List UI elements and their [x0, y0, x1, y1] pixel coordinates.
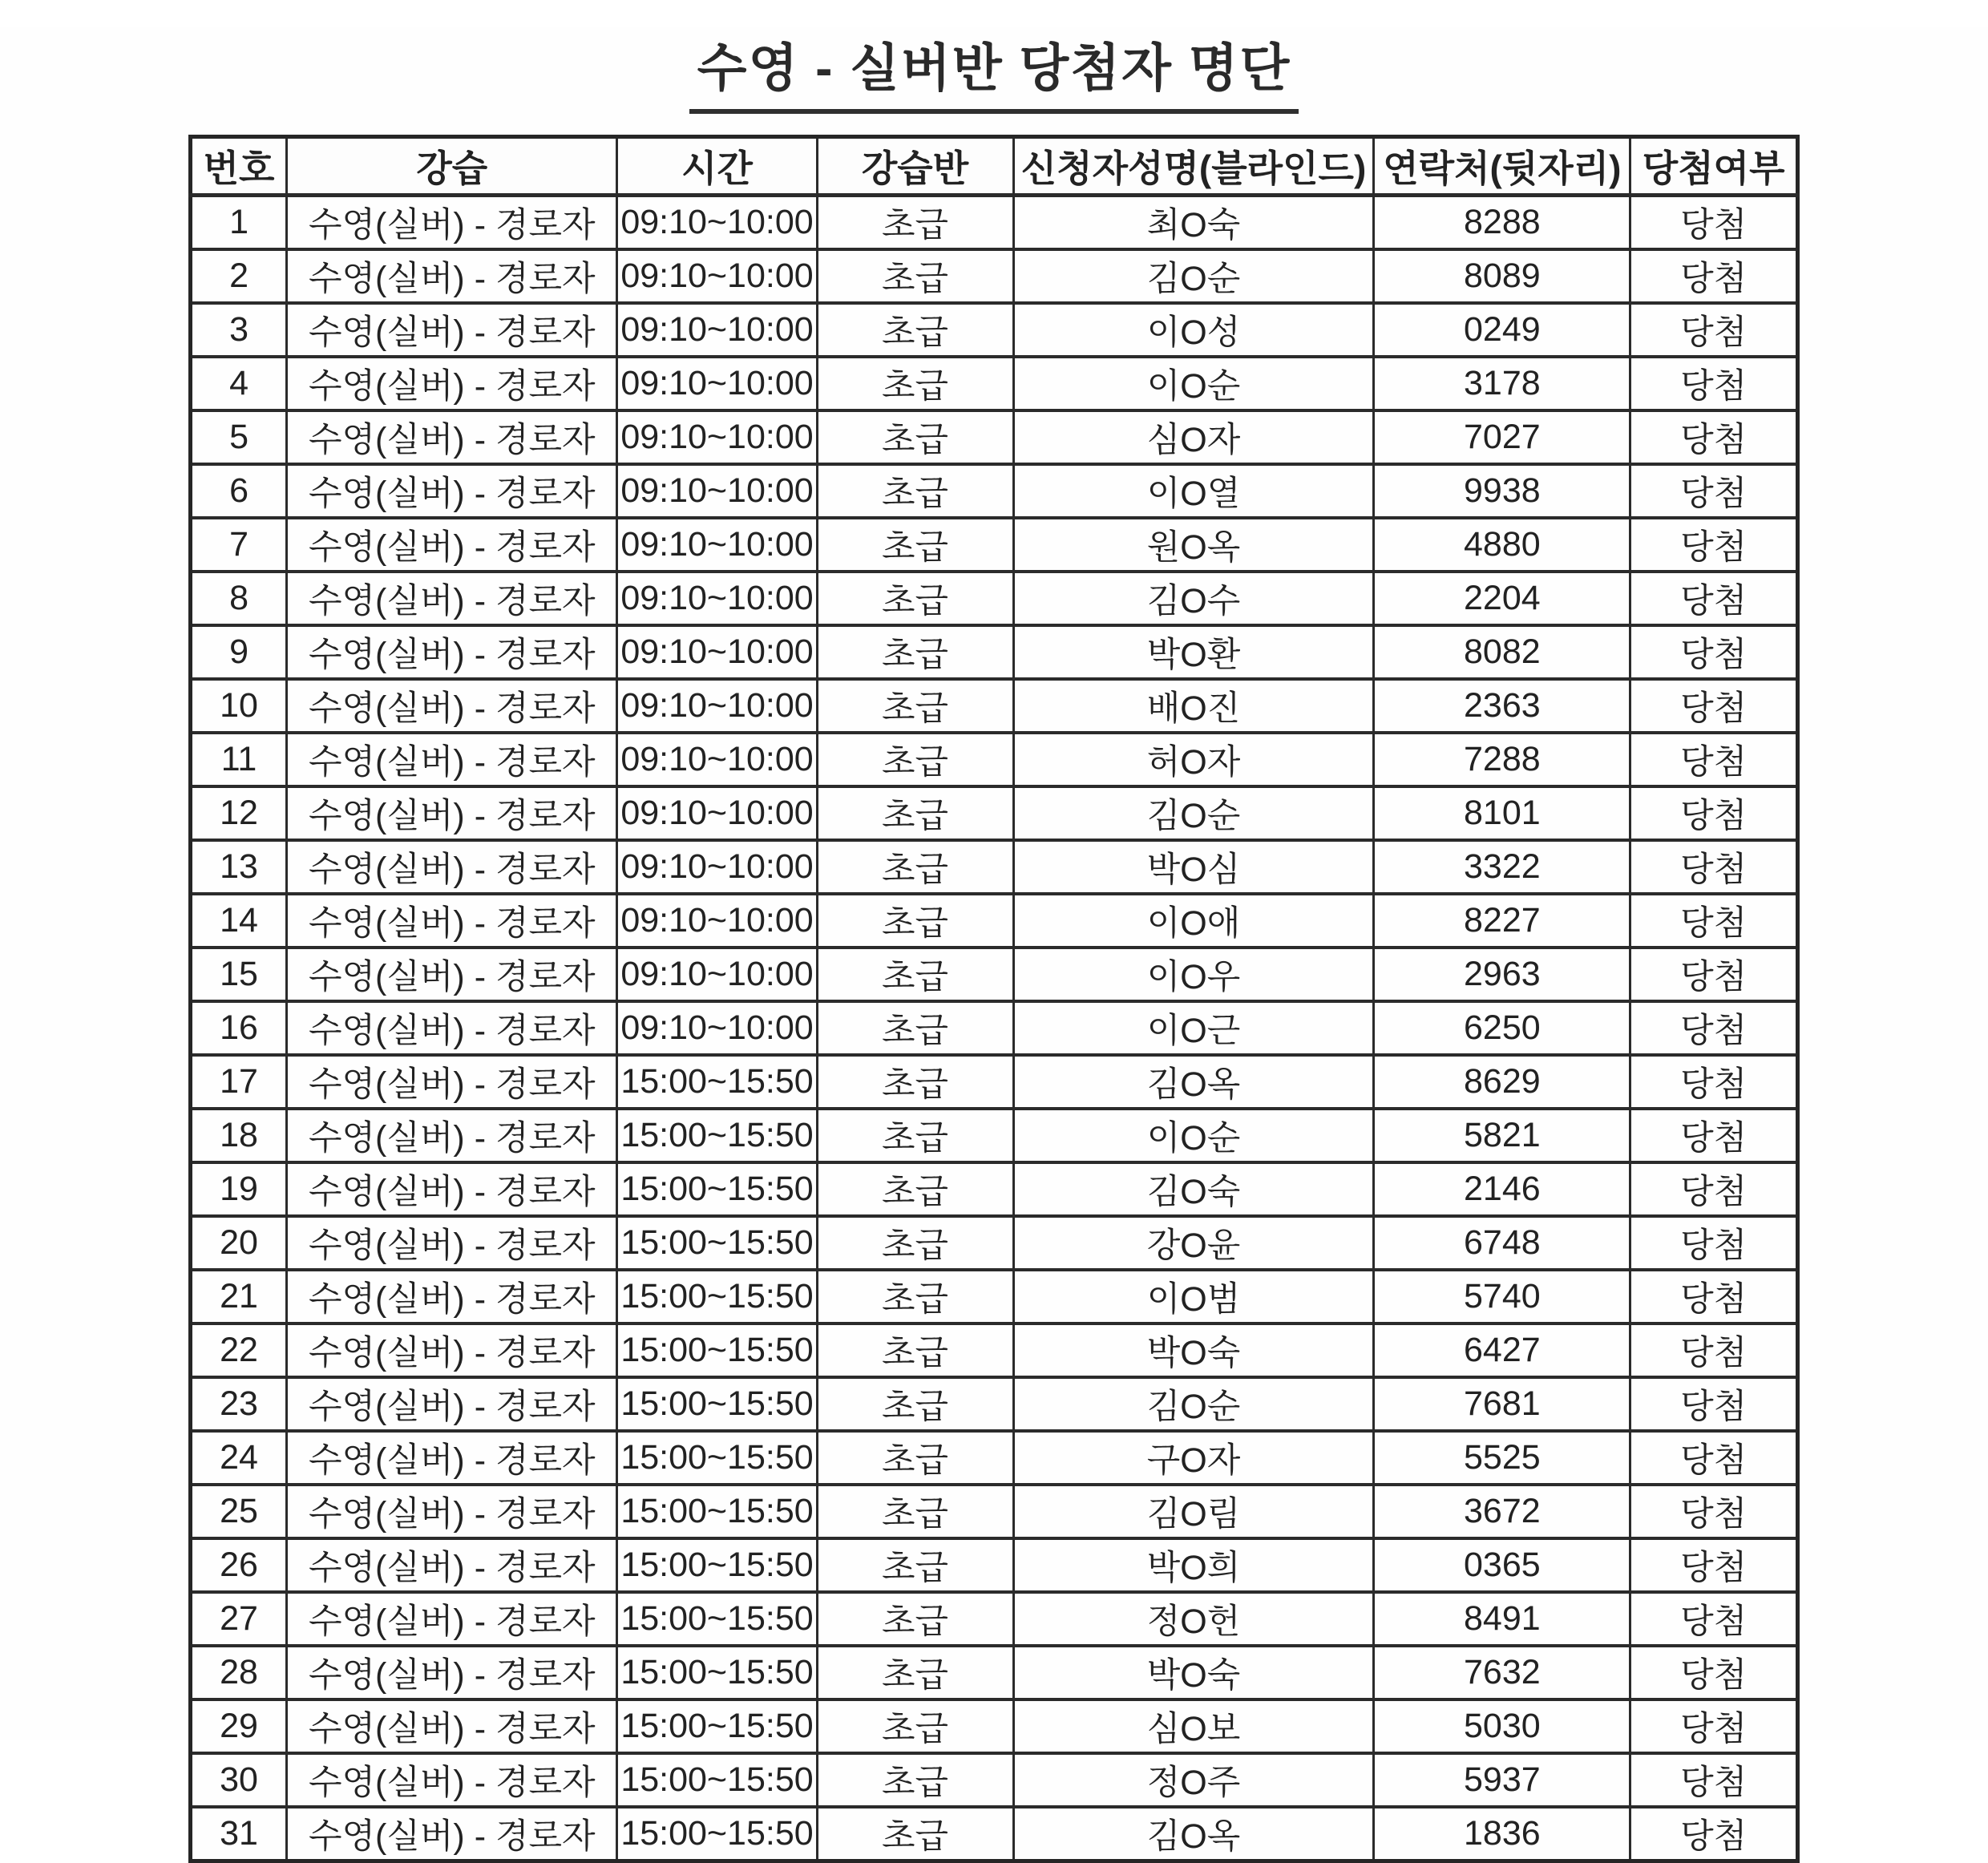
cell-time: 15:00~15:50	[617, 1270, 817, 1323]
cell-no: 9	[191, 625, 287, 679]
cell-phone: 8082	[1374, 625, 1630, 679]
table-row	[191, 1592, 1798, 1646]
cell-level: 초급	[817, 249, 1013, 303]
cell-course: 수영(실버) - 경로자	[287, 464, 617, 518]
cell-course: 수영(실버) - 경로자	[287, 410, 617, 464]
cell-level: 초급	[817, 1323, 1013, 1377]
cell-time: 09:10~10:00	[617, 1001, 817, 1055]
cell-no: 27	[191, 1592, 287, 1646]
cell-result: 당첨	[1630, 1216, 1798, 1270]
cell-phone: 5821	[1374, 1109, 1630, 1162]
cell-course: 수영(실버) - 경로자	[287, 518, 617, 572]
cell-result: 당첨	[1630, 1162, 1798, 1216]
cell-result: 당첨	[1630, 1538, 1798, 1592]
cell-phone: 8089	[1374, 249, 1630, 303]
cell-course: 수영(실버) - 경로자	[287, 948, 617, 1001]
cell-name: 박O환	[1013, 625, 1374, 679]
cell-course: 수영(실버) - 경로자	[287, 1753, 617, 1807]
cell-course: 수영(실버) - 경로자	[287, 1270, 617, 1323]
cell-level: 초급	[817, 1538, 1013, 1592]
cell-name: 이O범	[1013, 1270, 1374, 1323]
cell-course: 수영(실버) - 경로자	[287, 357, 617, 410]
cell-result: 당첨	[1630, 357, 1798, 410]
cell-phone: 5030	[1374, 1699, 1630, 1753]
cell-level: 초급	[817, 1270, 1013, 1323]
table-row	[191, 572, 1798, 625]
cell-result: 당첨	[1630, 1807, 1798, 1861]
cell-course: 수영(실버) - 경로자	[287, 1538, 617, 1592]
cell-course: 수영(실버) - 경로자	[287, 1431, 617, 1485]
cell-time: 15:00~15:50	[617, 1592, 817, 1646]
cell-no: 29	[191, 1699, 287, 1753]
table-row	[191, 1377, 1798, 1431]
cell-result: 당첨	[1630, 464, 1798, 518]
column-header: 강습반	[817, 137, 1013, 196]
cell-name: 김O순	[1013, 249, 1374, 303]
cell-course: 수영(실버) - 경로자	[287, 786, 617, 840]
title-area	[188, 27, 1800, 114]
table-row	[191, 1485, 1798, 1538]
cell-time: 09:10~10:00	[617, 840, 817, 894]
table-row	[191, 249, 1798, 303]
cell-level: 초급	[817, 1109, 1013, 1162]
cell-result: 당첨	[1630, 196, 1798, 250]
cell-time: 15:00~15:50	[617, 1109, 817, 1162]
cell-phone: 8101	[1374, 786, 1630, 840]
column-header: 번호	[191, 137, 287, 196]
cell-time: 09:10~10:00	[617, 249, 817, 303]
cell-name: 이O성	[1013, 303, 1374, 357]
cell-level: 초급	[817, 1485, 1013, 1538]
cell-result: 당첨	[1630, 1699, 1798, 1753]
cell-course: 수영(실버) - 경로자	[287, 1807, 617, 1861]
cell-no: 28	[191, 1646, 287, 1699]
cell-result: 당첨	[1630, 786, 1798, 840]
cell-level: 초급	[817, 1055, 1013, 1109]
cell-level: 초급	[817, 1431, 1013, 1485]
cell-result: 당첨	[1630, 679, 1798, 733]
cell-level: 초급	[817, 1753, 1013, 1807]
cell-name: 김O림	[1013, 1485, 1374, 1538]
table-row	[191, 1001, 1798, 1055]
cell-name: 박O숙	[1013, 1323, 1374, 1377]
cell-level: 초급	[817, 572, 1013, 625]
table-row	[191, 1109, 1798, 1162]
cell-course: 수영(실버) - 경로자	[287, 679, 617, 733]
cell-result: 당첨	[1630, 625, 1798, 679]
cell-result: 당첨	[1630, 303, 1798, 357]
cell-name: 박O희	[1013, 1538, 1374, 1592]
cell-phone: 7681	[1374, 1377, 1630, 1431]
cell-no: 30	[191, 1753, 287, 1807]
cell-level: 초급	[817, 464, 1013, 518]
cell-no: 24	[191, 1431, 287, 1485]
cell-phone: 2363	[1374, 679, 1630, 733]
cell-no: 3	[191, 303, 287, 357]
cell-time: 09:10~10:00	[617, 464, 817, 518]
cell-time: 15:00~15:50	[617, 1055, 817, 1109]
table-row	[191, 464, 1798, 518]
cell-name: 이O우	[1013, 948, 1374, 1001]
table-row	[191, 894, 1798, 948]
cell-name: 허O자	[1013, 733, 1374, 786]
cell-phone: 8491	[1374, 1592, 1630, 1646]
cell-name: 이O열	[1013, 464, 1374, 518]
cell-level: 초급	[817, 410, 1013, 464]
cell-course: 수영(실버) - 경로자	[287, 1216, 617, 1270]
cell-time: 15:00~15:50	[617, 1807, 817, 1861]
cell-no: 10	[191, 679, 287, 733]
cell-name: 구O자	[1013, 1431, 1374, 1485]
table-row	[191, 1538, 1798, 1592]
cell-no: 20	[191, 1216, 287, 1270]
cell-time: 09:10~10:00	[617, 518, 817, 572]
cell-name: 정O헌	[1013, 1592, 1374, 1646]
cell-course: 수영(실버) - 경로자	[287, 1001, 617, 1055]
cell-no: 18	[191, 1109, 287, 1162]
cell-phone: 3178	[1374, 357, 1630, 410]
cell-phone: 4880	[1374, 518, 1630, 572]
cell-no: 2	[191, 249, 287, 303]
cell-course: 수영(실버) - 경로자	[287, 196, 617, 250]
cell-phone: 8288	[1374, 196, 1630, 250]
table-row	[191, 410, 1798, 464]
cell-course: 수영(실버) - 경로자	[287, 1485, 617, 1538]
column-header: 강습	[287, 137, 617, 196]
cell-level: 초급	[817, 1592, 1013, 1646]
cell-time: 09:10~10:00	[617, 625, 817, 679]
cell-phone: 6427	[1374, 1323, 1630, 1377]
cell-result: 당첨	[1630, 1646, 1798, 1699]
cell-phone: 0365	[1374, 1538, 1630, 1592]
cell-level: 초급	[817, 679, 1013, 733]
table-row	[191, 786, 1798, 840]
cell-course: 수영(실버) - 경로자	[287, 733, 617, 786]
cell-phone: 3322	[1374, 840, 1630, 894]
table-row	[191, 1323, 1798, 1377]
cell-name: 이O순	[1013, 357, 1374, 410]
cell-no: 11	[191, 733, 287, 786]
cell-phone: 0249	[1374, 303, 1630, 357]
table-row	[191, 1807, 1798, 1861]
cell-name: 정O주	[1013, 1753, 1374, 1807]
cell-result: 당첨	[1630, 1377, 1798, 1431]
cell-level: 초급	[817, 786, 1013, 840]
cell-course: 수영(실버) - 경로자	[287, 1592, 617, 1646]
cell-time: 15:00~15:50	[617, 1431, 817, 1485]
cell-no: 14	[191, 894, 287, 948]
cell-name: 김O옥	[1013, 1807, 1374, 1861]
cell-level: 초급	[817, 1162, 1013, 1216]
cell-name: 배O진	[1013, 679, 1374, 733]
cell-course: 수영(실버) - 경로자	[287, 249, 617, 303]
cell-course: 수영(실버) - 경로자	[287, 572, 617, 625]
cell-phone: 1836	[1374, 1807, 1630, 1861]
table-row	[191, 625, 1798, 679]
cell-result: 당첨	[1630, 1485, 1798, 1538]
cell-name: 강O윤	[1013, 1216, 1374, 1270]
cell-name: 이O순	[1013, 1109, 1374, 1162]
cell-time: 15:00~15:50	[617, 1323, 817, 1377]
cell-no: 16	[191, 1001, 287, 1055]
cell-result: 당첨	[1630, 1001, 1798, 1055]
cell-level: 초급	[817, 1807, 1013, 1861]
cell-name: 박O숙	[1013, 1646, 1374, 1699]
table-row	[191, 303, 1798, 357]
cell-name: 김O수	[1013, 572, 1374, 625]
cell-time: 09:10~10:00	[617, 679, 817, 733]
cell-phone: 6748	[1374, 1216, 1630, 1270]
table-row	[191, 679, 1798, 733]
winners-table	[188, 135, 1800, 1863]
cell-level: 초급	[817, 196, 1013, 250]
cell-name: 박O심	[1013, 840, 1374, 894]
cell-no: 21	[191, 1270, 287, 1323]
table-row	[191, 1162, 1798, 1216]
cell-name: 심O자	[1013, 410, 1374, 464]
cell-phone: 5525	[1374, 1431, 1630, 1485]
cell-level: 초급	[817, 840, 1013, 894]
cell-result: 당첨	[1630, 1270, 1798, 1323]
cell-no: 12	[191, 786, 287, 840]
cell-time: 15:00~15:50	[617, 1216, 817, 1270]
cell-phone: 5740	[1374, 1270, 1630, 1323]
cell-phone: 7027	[1374, 410, 1630, 464]
cell-no: 4	[191, 357, 287, 410]
cell-no: 22	[191, 1323, 287, 1377]
cell-no: 25	[191, 1485, 287, 1538]
cell-result: 당첨	[1630, 1323, 1798, 1377]
cell-no: 15	[191, 948, 287, 1001]
cell-course: 수영(실버) - 경로자	[287, 840, 617, 894]
cell-result: 당첨	[1630, 948, 1798, 1001]
table-header-row	[191, 137, 1798, 196]
cell-result: 당첨	[1630, 1431, 1798, 1485]
table-row	[191, 733, 1798, 786]
cell-no: 5	[191, 410, 287, 464]
cell-time: 09:10~10:00	[617, 894, 817, 948]
cell-level: 초급	[817, 518, 1013, 572]
cell-time: 09:10~10:00	[617, 733, 817, 786]
table-row	[191, 196, 1798, 250]
cell-result: 당첨	[1630, 572, 1798, 625]
cell-result: 당첨	[1630, 518, 1798, 572]
table-head	[191, 137, 1798, 196]
cell-phone: 2146	[1374, 1162, 1630, 1216]
cell-level: 초급	[817, 948, 1013, 1001]
cell-phone: 2204	[1374, 572, 1630, 625]
cell-course: 수영(실버) - 경로자	[287, 894, 617, 948]
cell-name: 김O숙	[1013, 1162, 1374, 1216]
cell-result: 당첨	[1630, 1109, 1798, 1162]
cell-name: 최O숙	[1013, 196, 1374, 250]
table-row	[191, 1753, 1798, 1807]
cell-result: 당첨	[1630, 249, 1798, 303]
column-header: 당첨여부	[1630, 137, 1798, 196]
cell-time: 09:10~10:00	[617, 303, 817, 357]
cell-result: 당첨	[1630, 1592, 1798, 1646]
cell-result: 당첨	[1630, 410, 1798, 464]
cell-phone: 9938	[1374, 464, 1630, 518]
cell-time: 09:10~10:00	[617, 572, 817, 625]
page-title: 수영 - 실버반 당첨자 명단	[689, 27, 1299, 114]
cell-result: 당첨	[1630, 733, 1798, 786]
cell-level: 초급	[817, 1646, 1013, 1699]
cell-no: 1	[191, 196, 287, 250]
cell-name: 김O옥	[1013, 1055, 1374, 1109]
column-header: 신청자성명(블라인드)	[1013, 137, 1374, 196]
cell-result: 당첨	[1630, 894, 1798, 948]
cell-course: 수영(실버) - 경로자	[287, 1377, 617, 1431]
table-row	[191, 1216, 1798, 1270]
cell-time: 09:10~10:00	[617, 786, 817, 840]
cell-name: 김O순	[1013, 1377, 1374, 1431]
cell-course: 수영(실버) - 경로자	[287, 1109, 617, 1162]
column-header: 시간	[617, 137, 817, 196]
table-row	[191, 840, 1798, 894]
cell-phone: 8629	[1374, 1055, 1630, 1109]
cell-course: 수영(실버) - 경로자	[287, 1162, 617, 1216]
cell-no: 31	[191, 1807, 287, 1861]
cell-no: 6	[191, 464, 287, 518]
scanned-document-page	[0, 27, 1988, 1856]
cell-phone: 2963	[1374, 948, 1630, 1001]
cell-level: 초급	[817, 625, 1013, 679]
cell-course: 수영(실버) - 경로자	[287, 1699, 617, 1753]
table-row	[191, 1699, 1798, 1753]
cell-level: 초급	[817, 894, 1013, 948]
cell-phone: 3672	[1374, 1485, 1630, 1538]
cell-time: 15:00~15:50	[617, 1377, 817, 1431]
cell-phone: 6250	[1374, 1001, 1630, 1055]
cell-time: 15:00~15:50	[617, 1538, 817, 1592]
cell-phone: 8227	[1374, 894, 1630, 948]
cell-result: 당첨	[1630, 840, 1798, 894]
column-header: 연락처(뒷자리)	[1374, 137, 1630, 196]
cell-no: 8	[191, 572, 287, 625]
cell-phone: 7288	[1374, 733, 1630, 786]
cell-no: 7	[191, 518, 287, 572]
cell-name: 이O애	[1013, 894, 1374, 948]
cell-level: 초급	[817, 733, 1013, 786]
cell-course: 수영(실버) - 경로자	[287, 1646, 617, 1699]
cell-name: 김O순	[1013, 786, 1374, 840]
cell-course: 수영(실버) - 경로자	[287, 625, 617, 679]
cell-time: 15:00~15:50	[617, 1485, 817, 1538]
cell-time: 15:00~15:50	[617, 1753, 817, 1807]
table-row	[191, 1431, 1798, 1485]
cell-time: 15:00~15:50	[617, 1162, 817, 1216]
cell-result: 당첨	[1630, 1055, 1798, 1109]
cell-no: 19	[191, 1162, 287, 1216]
cell-result: 당첨	[1630, 1753, 1798, 1807]
cell-no: 13	[191, 840, 287, 894]
cell-level: 초급	[817, 357, 1013, 410]
cell-level: 초급	[817, 1216, 1013, 1270]
cell-time: 09:10~10:00	[617, 357, 817, 410]
cell-course: 수영(실버) - 경로자	[287, 303, 617, 357]
table-row	[191, 948, 1798, 1001]
cell-name: 심O보	[1013, 1699, 1374, 1753]
cell-course: 수영(실버) - 경로자	[287, 1055, 617, 1109]
cell-course: 수영(실버) - 경로자	[287, 1323, 617, 1377]
cell-phone: 5937	[1374, 1753, 1630, 1807]
table-body	[191, 196, 1798, 1861]
cell-no: 17	[191, 1055, 287, 1109]
cell-no: 23	[191, 1377, 287, 1431]
cell-time: 15:00~15:50	[617, 1699, 817, 1753]
cell-time: 09:10~10:00	[617, 948, 817, 1001]
cell-phone: 7632	[1374, 1646, 1630, 1699]
cell-level: 초급	[817, 1377, 1013, 1431]
cell-name: 이O근	[1013, 1001, 1374, 1055]
cell-level: 초급	[817, 1699, 1013, 1753]
table-row	[191, 518, 1798, 572]
table-row	[191, 357, 1798, 410]
cell-level: 초급	[817, 303, 1013, 357]
table-row	[191, 1055, 1798, 1109]
table-row	[191, 1646, 1798, 1699]
cell-time: 15:00~15:50	[617, 1646, 817, 1699]
cell-time: 09:10~10:00	[617, 196, 817, 250]
cell-name: 원O옥	[1013, 518, 1374, 572]
cell-no: 26	[191, 1538, 287, 1592]
cell-level: 초급	[817, 1001, 1013, 1055]
cell-time: 09:10~10:00	[617, 410, 817, 464]
table-row	[191, 1270, 1798, 1323]
